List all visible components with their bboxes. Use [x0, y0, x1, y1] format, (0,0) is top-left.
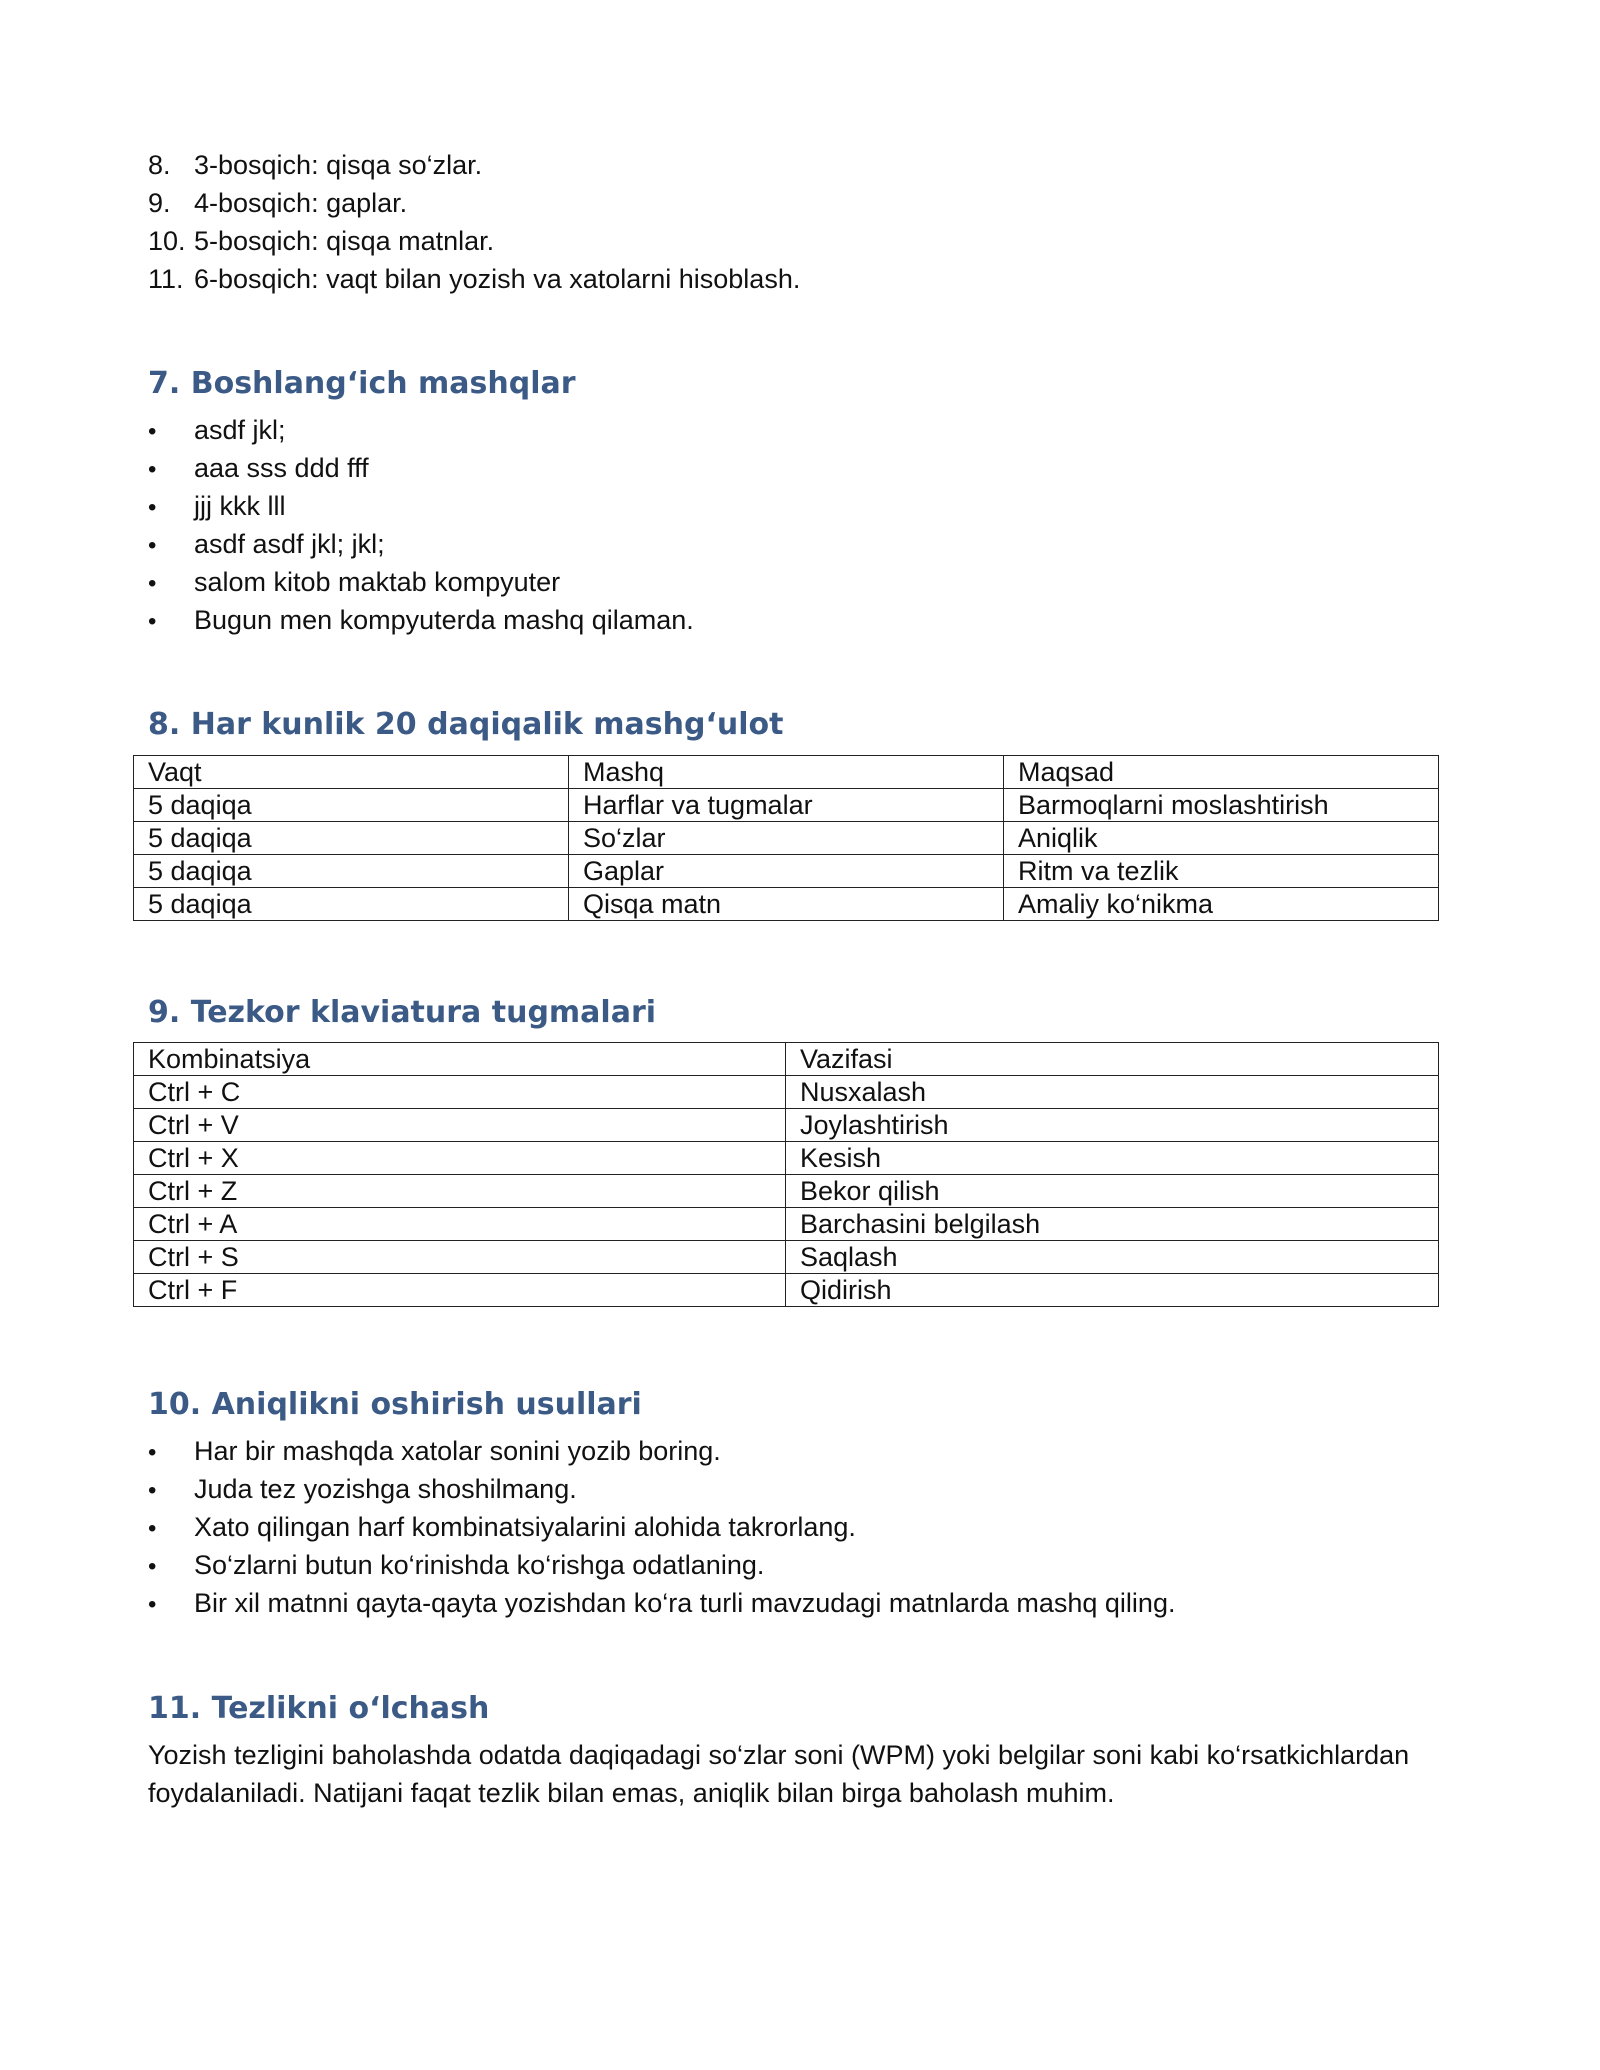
- table-cell: Qisqa matn: [569, 888, 1004, 921]
- table-cell: So‘zlar: [569, 822, 1004, 855]
- table-row: [134, 1076, 1439, 1109]
- section-7-heading: 7. Boshlang‘ich mashqlar: [148, 366, 576, 401]
- section-9-heading: 9. Tezkor klaviatura tugmalari: [148, 995, 657, 1030]
- list-item-text: Xato qilingan harf kombinatsiyalarini alohida takrorlang.: [194, 1512, 856, 1542]
- table-cell: Nusxalash: [786, 1076, 1439, 1109]
- list-item-text: Juda tez yozishga shoshilmang.: [194, 1474, 577, 1504]
- table-cell: Aniqlik: [1004, 822, 1439, 855]
- bullet-icon: •: [148, 1515, 157, 1542]
- table-cell: Ctrl + C: [134, 1076, 786, 1109]
- list-item-text: 5-bosqich: qisqa matnlar.: [194, 226, 495, 256]
- bullet-icon: •: [148, 570, 157, 597]
- bullet-icon: •: [148, 418, 157, 445]
- list-item: [148, 525, 694, 563]
- section-10-bullet-list: [148, 1432, 1175, 1622]
- table-cell: Joylashtirish: [786, 1109, 1439, 1142]
- table-cell: Amaliy ko‘nikma: [1004, 888, 1439, 921]
- table-cell: Gaplar: [569, 855, 1004, 888]
- daily-practice-table: [133, 755, 1439, 921]
- list-item: [148, 1508, 1175, 1546]
- list-item: [148, 146, 800, 184]
- list-item-text: Bugun men kompyuterda mashq qilaman.: [194, 605, 694, 635]
- list-item: [148, 260, 800, 298]
- table-cell: Ctrl + V: [134, 1109, 786, 1142]
- table-header-cell: Mashq: [569, 756, 1004, 789]
- list-item-text: jjj kkk lll: [194, 491, 286, 521]
- table-cell: Ctrl + Z: [134, 1175, 786, 1208]
- table-cell: Barchasini belgilash: [786, 1208, 1439, 1241]
- table-header-cell: Vazifasi: [786, 1043, 1439, 1076]
- table-header-row: [134, 1043, 1439, 1076]
- list-item: [148, 449, 694, 487]
- list-number: 8.: [148, 150, 171, 180]
- table-cell: Saqlash: [786, 1241, 1439, 1274]
- table-cell: 5 daqiqa: [134, 822, 569, 855]
- bullet-icon: •: [148, 494, 157, 521]
- table-cell: 5 daqiqa: [134, 789, 569, 822]
- table-cell: Bekor qilish: [786, 1175, 1439, 1208]
- list-item-text: asdf asdf jkl; jkl;: [194, 529, 385, 559]
- list-item-text: 3-bosqich: qisqa so‘zlar.: [194, 150, 483, 180]
- table-row: [134, 855, 1439, 888]
- list-item-text: So‘zlarni butun ko‘rinishda ko‘rishga odatlaning.: [194, 1550, 765, 1580]
- table-cell: Harflar va tugmalar: [569, 789, 1004, 822]
- table-header-cell: Kombinatsiya: [134, 1043, 786, 1076]
- table-cell: 5 daqiqa: [134, 888, 569, 921]
- table-cell: Ctrl + F: [134, 1274, 786, 1307]
- table-cell: Ctrl + S: [134, 1241, 786, 1274]
- section-7-bullet-list: [148, 411, 694, 639]
- list-item-text: aaa sss ddd fff: [194, 453, 369, 483]
- table-cell: Barmoqlarni moslashtirish: [1004, 789, 1439, 822]
- list-item: [148, 411, 694, 449]
- table-row: [134, 1241, 1439, 1274]
- list-item: [148, 563, 694, 601]
- section-11-heading: 11. Tezlikni o‘lchash: [148, 1691, 490, 1726]
- table-cell: Qidirish: [786, 1274, 1439, 1307]
- table-row: [134, 888, 1439, 921]
- section-11-paragraph: Yozish tezligini baholashda odatda daqiqadagi so‘zlar soni (WPM) yoki belgilar soni kabi ko‘rsatkichlardan foydalaniladi. Natijani faqat tezlik bilan emas, aniqlik bilan birga baholash muhim.: [148, 1740, 1410, 1808]
- list-item: [148, 1432, 1175, 1470]
- list-item-text: salom kitob maktab kompyuter: [194, 567, 561, 597]
- bullet-icon: •: [148, 456, 157, 483]
- table-row: [134, 1208, 1439, 1241]
- list-item: [148, 222, 800, 260]
- list-number: 11.: [148, 264, 184, 294]
- list-item: [148, 1546, 1175, 1584]
- numbered-list: [148, 146, 800, 298]
- table-cell: 5 daqiqa: [134, 855, 569, 888]
- bullet-icon: •: [148, 1439, 157, 1466]
- table-cell: Ritm va tezlik: [1004, 855, 1439, 888]
- section-8-heading: 8. Har kunlik 20 daqiqalik mashg‘ulot: [148, 707, 784, 742]
- bullet-icon: •: [148, 1591, 157, 1618]
- table-row: [134, 1142, 1439, 1175]
- shortcuts-table: [133, 1042, 1439, 1307]
- bullet-icon: •: [148, 1477, 157, 1504]
- list-number: 9.: [148, 188, 171, 218]
- table-row: [134, 1274, 1439, 1307]
- list-item: [148, 1584, 1175, 1622]
- list-item-text: 6-bosqich: vaqt bilan yozish va xatolarni hisoblash.: [194, 264, 801, 294]
- list-number: 10.: [148, 226, 186, 256]
- table-header-cell: Vaqt: [134, 756, 569, 789]
- list-item: [148, 601, 694, 639]
- table-row: [134, 1109, 1439, 1142]
- table-header-cell: Maqsad: [1004, 756, 1439, 789]
- table-row: [134, 1175, 1439, 1208]
- list-item-text: Bir xil matnni qayta-qayta yozishdan ko‘ra turli mavzudagi matnlarda mashq qiling.: [194, 1588, 1176, 1618]
- section-10-heading: 10. Aniqlikni oshirish usullari: [148, 1387, 642, 1422]
- list-item: [148, 487, 694, 525]
- table-row: [134, 822, 1439, 855]
- table-cell: Ctrl + X: [134, 1142, 786, 1175]
- bullet-icon: •: [148, 1553, 157, 1580]
- table-header-row: [134, 756, 1439, 789]
- table-cell: Kesish: [786, 1142, 1439, 1175]
- bullet-icon: •: [148, 532, 157, 559]
- table-cell: Ctrl + A: [134, 1208, 786, 1241]
- list-item-text: asdf jkl;: [194, 415, 286, 445]
- list-item-text: Har bir mashqda xatolar sonini yozib boring.: [194, 1436, 721, 1466]
- list-item-text: 4-bosqich: gaplar.: [194, 188, 408, 218]
- bullet-icon: •: [148, 608, 157, 635]
- list-item: [148, 184, 800, 222]
- table-row: [134, 789, 1439, 822]
- list-item: [148, 1470, 1175, 1508]
